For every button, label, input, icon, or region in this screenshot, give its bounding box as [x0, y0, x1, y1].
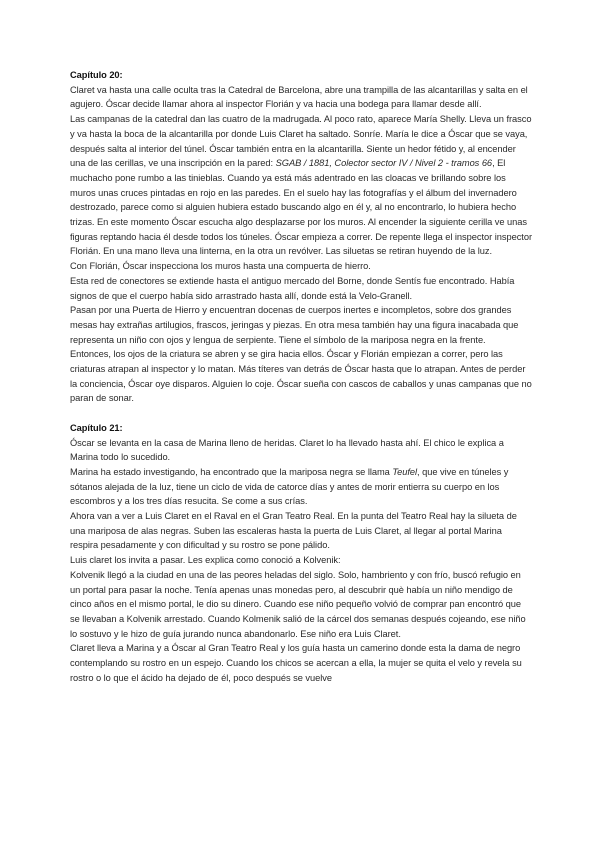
- document-page: [70, 68, 532, 686]
- chapter-20-paragraph-2-end: , El muchacho pone rumbo a las tinieblas. Cuando ya está más adentrado en las cloacas ve brillando sobre los muros unas cruces pintadas en rojo en las paredes. En el suelo hay las fotografías y el álbum del invernadero destrozado, parece como si alguien hubiera estado buscando algo en él y, al no encontrarlo, lo hubiera hecho trizas. En este momento Óscar escucha algo desplazarse por los muros. Al encender la siguiente cerilla ve unas figuras reptando hacia él desde todos los túneles. Óscar empieza a correr. De repente llega el inspector inspector Florián. En una mano lleva una linterna, en la otra un revólver. Las siluetas se retiran huyendo de la luz.: [70, 158, 532, 257]
- chapter-21-paragraph-4: Luis claret los invita a pasar. Les explica como conoció a Kolvenik:: [70, 555, 341, 566]
- chapter-20-paragraph-3: Con Florián, Óscar inspecciona los muros hasta una compuerta de hierro.: [70, 261, 371, 272]
- section-spacer: [70, 406, 532, 421]
- chapter-21-paragraph-2-start: Marina ha estado investigando, ha encontrado que la mariposa negra se llama: [70, 466, 393, 477]
- chapter-21-paragraph-1: Óscar se levanta en la casa de Marina lleno de heridas. Claret lo ha llevado hasta ahí. El chico le explica a Marina todo lo sucedido.: [70, 437, 504, 463]
- chapter-20-heading: Capítulo 20:: [70, 70, 123, 80]
- chapter-21-paragraph-5: Kolvenik llegó a la ciudad en una de las peores heladas del siglo. Solo, hambriento y con frío, buscó refugio en un portal para pasar la noche. Tenía apenas unas monedas pero, al descubrir què había un niño mendigo de cinco años en el mismo portal, le dio su dinero. Cuando ese niño pequeño volvió de comprar pan encontró que se llevaban a Kolvenik arrestado. Cuando Kolmenik salió de la cárcel dos semanas después cojeando, ese niño lo sostuvo y le hizo de guía jurando nunca abandonarlo. Ese niño era Luis Claret.: [70, 569, 526, 639]
- chapter-21-paragraph-3: Ahora van a ver a Luis Claret en el Raval en el Gran Teatro Real. En la punta del Teatro Real hay la silueta de una mariposa de alas negras. Suben las escaleras hasta la puerta de Luis Claret, al llegar al portal Marina respira pesadamente y con dificultad y su rostro se pone pálido.: [70, 511, 517, 551]
- sewer-inscription: SGAB / 1881, Colector sector IV / Nivel 2 - tramos 66: [275, 158, 493, 169]
- chapter-21-paragraph-2: [70, 465, 532, 509]
- chapter-20-paragraph-2-start: Las campanas de la catedral dan las cuatro de la madrugada. Al poco rato, aparece María Shelly. Lleva un frasco y va hasta la boca de la alcantarilla por donde Luis Claret ha saltado. Sonríe. María le dice a Óscar que se vaya, después salta al interior del túnel. Óscar también entra en la alcantarilla. Siente un hedor fétido y, al encender una de las cerillas, ve una inscripción en la pared:: [70, 114, 532, 169]
- chapter-21-paragraph-2-end: , que vive en túneles y sótanos alejada de la luz, tiene un ciclo de vida de catorce días y antes de morir entierra su cuerpo en los escombros y a los tres días resucita. Se come a sus crías.: [70, 466, 509, 507]
- chapter-20-paragraph-1: Claret va hasta una calle oculta tras la Catedral de Barcelona, abre una trampilla de las alcantarillas y salta en el agujero. Óscar decide llamar ahora al inspector Florián y va hacia una bodega para llamar desde allí.: [70, 84, 528, 110]
- chapter-20-paragraph-4: Esta red de conectores se extiende hasta el antiguo mercado del Borne, donde Sentís fue encontrado. Había signos de que el cuerpo había sido arrastrado hasta allí, donde está la Velo-Granell.: [70, 275, 515, 301]
- chapter-21-heading: Capítulo 21:: [70, 422, 123, 433]
- chapter-20-paragraph-2: [70, 112, 532, 259]
- chapter-20-paragraph-6: Entonces, los ojos de la criatura se abren y se gira hacia ellos. Óscar y Florián empiezan a correr, pero las criaturas atrapan al inspector y lo matan. Más títeres van detrás de Óscar hasta que lo atrapan. Antes de perder la conciencia, Óscar oye disparos. Alguien lo coje. Óscar sueña con cascos de caballos y unas campanas que no paran de sonar.: [70, 349, 532, 404]
- chapter-21-paragraph-6: Claret lleva a Marina y a Óscar al Gran Teatro Real y los guía hasta un camerino donde esta la dama de negro contemplando su rostro en un espejo. Cuando los chicos se acercan a ella, la mujer se quita el velo y revela su rostro o lo que el ácido ha dejado de él, poco después se vuelve: [70, 643, 522, 683]
- butterfly-name: Teufel: [392, 466, 418, 477]
- chapter-20-paragraph-5: Pasan por una Puerta de Hierro y encuentran docenas de cuerpos inertes e incompletos, sobre dos grandes mesas hay extrañas artilugios, frascos, jeringas y piezas. En otra mesa también hay una figura inacabada que representa un niño con ojos y lengua de serpiente. Tiene el símbolo de la mariposa negra en la frente.: [70, 305, 519, 345]
